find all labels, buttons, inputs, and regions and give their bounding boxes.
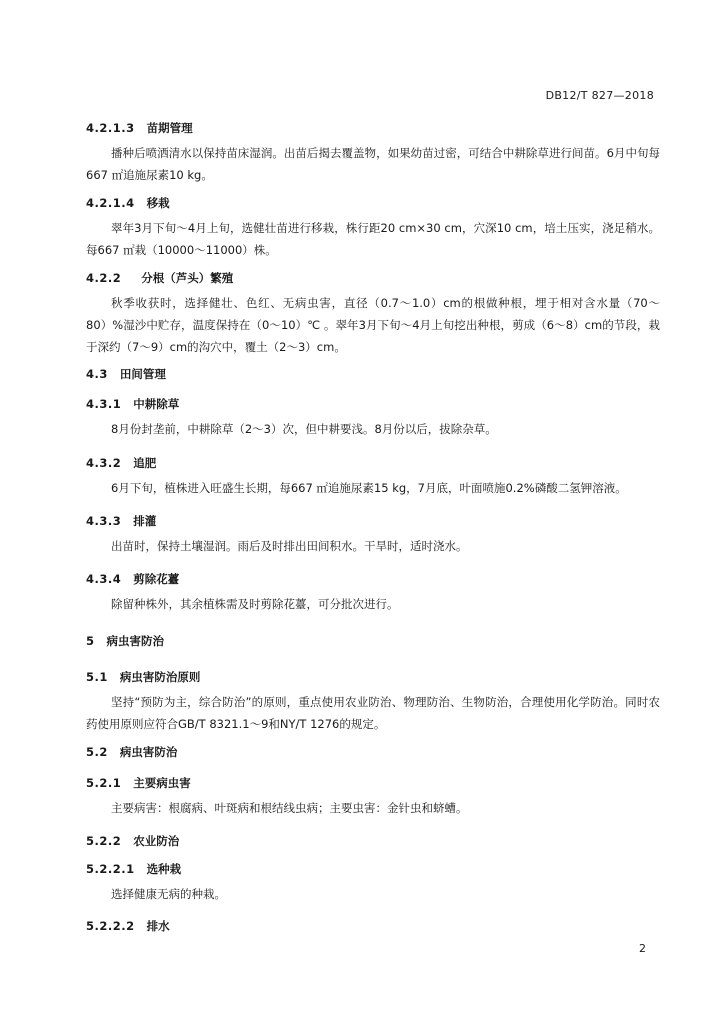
heading-title: 苗期管理: [146, 121, 193, 135]
heading-number: 4.2.1.3: [86, 121, 135, 135]
heading-number: 4.3.3: [86, 514, 122, 528]
paragraph-transplanting: 翠年3月下旬～4月上旬，选健壮苗进行移栽，株行距20 cm×30 cm，穴深10 cm，培土压实，浇足稍水。每667 ㎡栽（10000～11000）株。: [86, 221, 660, 257]
heading-5-2-2-2: [86, 918, 170, 934]
heading-title: 移栽: [146, 196, 170, 210]
heading-number: 5.1: [86, 670, 108, 684]
heading-4-2-2: [86, 270, 233, 286]
heading-title: 主要病虫害: [133, 776, 191, 790]
heading-number: 4.2.1.4: [86, 196, 135, 210]
heading-title: 排灌: [133, 514, 157, 528]
paragraph-control-principle: 坚持“预防为主，综合防治”的原则，重点使用农业防治、物理防治、生物防治，合理使用化学防治。同时农药使用原则应符合GB/T 8321.1～9和NY/T 1276的规定。: [86, 695, 660, 731]
heading-number: 4.3: [86, 367, 108, 381]
heading-4-2-1-4: [86, 195, 170, 211]
heading-title: 病虫害防治原则: [119, 670, 201, 684]
heading-number: 5.2.1: [86, 776, 122, 790]
document-code: DB12/T 827—2018: [545, 89, 654, 102]
paragraph-flower-removal: 除留种株外，其余植株需及时剪除花薹，可分批次进行。: [111, 597, 399, 611]
heading-title: 中耕除草: [133, 397, 180, 411]
page-number: 2: [639, 942, 646, 955]
heading-number: 4.3.4: [86, 572, 122, 586]
heading-number: 5.2.2: [86, 834, 122, 848]
paragraph-weeding: 8月份封垄前，中耕除草（2～3）次，但中耕要浅。8月份以后，拔除杂草。: [111, 422, 497, 436]
heading-4-3: [86, 366, 166, 382]
heading-title: 病虫害防治: [119, 745, 178, 759]
heading-number: 5.2: [86, 745, 108, 759]
heading-title: 农业防治: [133, 834, 180, 848]
heading-number: 5: [86, 634, 95, 648]
heading-5-2-1: [86, 775, 191, 791]
heading-4-3-4: [86, 571, 179, 587]
heading-title: 剪除花薹: [133, 572, 180, 586]
heading-5-2-2: [86, 833, 179, 849]
paragraph-irrigation: 出苗时，保持土壤湿润。雨后及时排出田间积水。干旱时，适时浇水。: [111, 539, 468, 553]
paragraph-fertilizing: 6月下旬，植株进入旺盛生长期，每667 ㎡追施尿素15 kg，7月底，叶面喷施0.2%磷酸二氢钾溶液。: [111, 481, 627, 495]
heading-5-1: [86, 669, 200, 685]
heading-5-2-2-1: [86, 861, 181, 877]
heading-4-3-3: [86, 513, 156, 529]
heading-title: 选种栽: [146, 862, 182, 876]
heading-4-3-2: [86, 455, 156, 471]
paragraph-root-division: 秋季收获时，选择健壮、色红、无病虫害，直径（0.7～1.0）cm的根做种根，埋于相对含水量（70～80）%湿沙中贮存，温度保持在（0～10）℃ 。翠年3月下旬～4月上旬挖出种根，剪成（6～8）cm的节段，栽于深约（7～9）cm的沟穴中，覆土（2～3）cm。: [86, 296, 660, 354]
paragraph-main-pests: 主要病害：根腐病、叶斑病和根结线虫病；主要虫害：金针虫和蛴螬。: [111, 801, 468, 815]
paragraph-seedling-management: 播种后喷洒清水以保持苗床湿润。出苗后揭去覆盖物，如果幼苗过密，可结合中耕除草进行间苗。6月中旬每667 ㎡追施尿素10 kg。: [86, 146, 660, 182]
heading-title: 田间管理: [119, 367, 166, 381]
paragraph-seed-selection: 选择健康无病的种栽。: [111, 887, 226, 901]
heading-title: 病虫害防治: [106, 634, 165, 648]
heading-number: 4.3.1: [86, 397, 122, 411]
heading-title: 分根（芦头）繁殖: [141, 271, 234, 285]
heading-number: 5.2.2.1: [86, 862, 135, 876]
heading-title: 追肥: [133, 456, 157, 470]
heading-4-2-1-3: [86, 120, 193, 136]
heading-number: 4.3.2: [86, 456, 122, 470]
heading-5-2: [86, 744, 177, 760]
heading-5: [86, 633, 164, 649]
heading-4-3-1: [86, 396, 179, 412]
heading-number: 4.2.2: [86, 271, 122, 285]
heading-number: 5.2.2.2: [86, 919, 135, 933]
heading-title: 排水: [146, 919, 170, 933]
